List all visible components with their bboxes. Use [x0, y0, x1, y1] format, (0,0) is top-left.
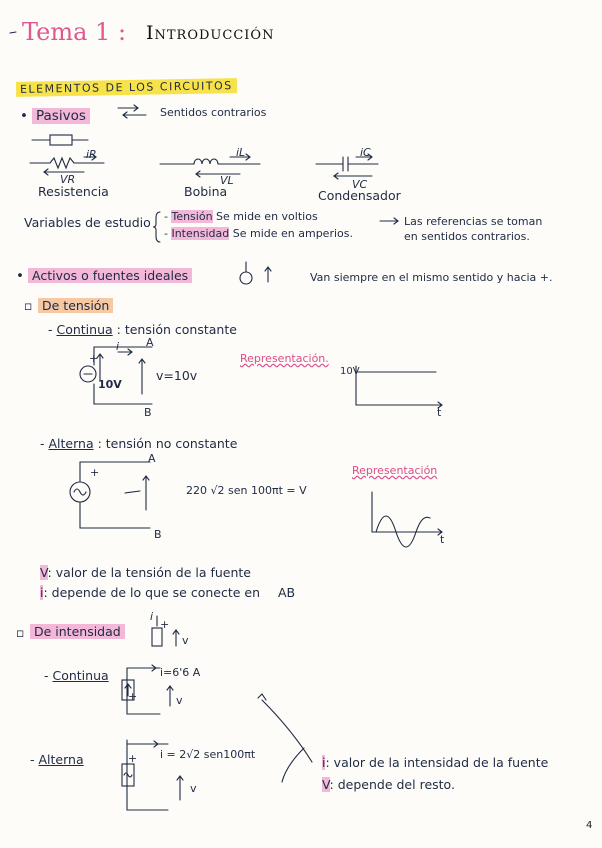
alterna-equation: 220 √2 sen 100πt = V — [186, 484, 307, 497]
page-title: Introducción — [146, 22, 275, 44]
node-b: B — [144, 406, 152, 419]
bobina-label: Bobina — [184, 184, 228, 199]
section-heading-elements: ELEMENTOS DE LOS CIRCUITOS — [16, 78, 237, 97]
current-symbol: i — [150, 610, 154, 623]
dc-graph — [356, 366, 442, 408]
v-letter: V — [322, 777, 330, 792]
bullet: ▫ — [24, 298, 33, 313]
node-b: B — [154, 528, 162, 541]
voltage-symbol: v — [190, 782, 197, 795]
resistencia-label: Resistencia — [38, 184, 109, 199]
intensidad-word: Intensidad — [171, 227, 230, 240]
i-note2: : valor de la intensidad de la fuente — [325, 755, 549, 770]
dash: - — [40, 436, 49, 451]
label-vr: VR — [60, 173, 76, 186]
intensidad-rest: Se mide en amperios. — [232, 227, 353, 240]
ac-voltage-circuit — [70, 462, 150, 528]
representacion2-heading: Representación — [352, 464, 438, 477]
page-number: 4 — [586, 820, 593, 831]
node-a: A — [148, 452, 156, 465]
alterna-label: Alterna — [48, 436, 94, 451]
bullet: ▫ — [16, 625, 25, 640]
label-il: iL — [236, 146, 246, 159]
voltage-symbol: v — [176, 694, 183, 707]
dash: - — [48, 322, 57, 337]
dash: - — [44, 668, 53, 683]
referencias-line1: Las referencias se toman — [404, 215, 543, 228]
v-letter: V — [40, 565, 48, 580]
plus-sign: + — [128, 690, 138, 703]
plus-sign: + — [128, 752, 138, 765]
v-note2: : depende del resto. — [329, 777, 455, 792]
source-value: 10V — [98, 378, 122, 391]
variables-label: Variables de estudio — [24, 215, 151, 230]
voltage-symbol: v — [182, 634, 189, 647]
active-source-icon — [240, 262, 271, 284]
node-a: A — [146, 336, 154, 349]
v-note: : valor de la tensión de la fuente — [47, 565, 252, 580]
bullet: • — [16, 268, 24, 284]
activos-note: Van siempre en el mismo sentido y hacia +. — [310, 271, 553, 284]
tension-word: Tensión — [171, 210, 213, 223]
graph-value-label: 10V — [340, 366, 360, 377]
de-intensidad-label: De intensidad — [30, 624, 125, 639]
plus-sign: + — [90, 466, 100, 479]
i-letter: i — [322, 755, 326, 770]
arrow-note: Sentidos contrarios — [160, 106, 267, 119]
dash: - — [30, 752, 39, 767]
continua-label: Continua — [56, 322, 113, 337]
dash: - — [164, 227, 172, 240]
resistor-box-icon — [32, 135, 88, 145]
label-ic: iC — [360, 146, 371, 159]
activos-label: Activos o fuentes ideales — [28, 268, 192, 283]
axis-t: t — [437, 406, 442, 419]
cont2-equation: i=6'6 A — [160, 666, 201, 679]
i-letter: i — [40, 585, 44, 600]
bullet: • — [20, 108, 28, 124]
alt2-label: Alterna — [38, 752, 84, 767]
condensador-label: Condensador — [318, 188, 401, 203]
tension-rest: Se mide en voltios — [216, 210, 318, 223]
pasivos-label: Pasivos — [32, 108, 90, 124]
de-tension-label: De tensión — [38, 298, 113, 313]
label-vl: VL — [220, 174, 234, 187]
plus-sign: + — [160, 618, 170, 631]
label-ir: iR — [86, 148, 97, 161]
axis-t: t — [440, 533, 445, 546]
label-vc: VC — [352, 178, 368, 191]
pasivos-arrows-icon — [118, 105, 146, 118]
current-symbol: i — [116, 340, 120, 353]
alterna-desc: : tensión no constante — [97, 436, 238, 451]
referencias-line2: en sentidos contrarios. — [404, 230, 530, 243]
ac-graph — [372, 492, 445, 547]
continua-equation: v=10v — [156, 368, 198, 383]
title-prefix: Tema 1 : — [22, 18, 127, 46]
representacion-heading: Representación. — [240, 352, 329, 365]
alt2-equation: i = 2√2 sen100πt — [160, 748, 256, 761]
dash: - — [164, 210, 172, 223]
cont2-label: Continua — [52, 668, 109, 683]
i-note: : depende de lo que se conecte en — [43, 585, 261, 600]
ab-label: AB — [278, 585, 296, 600]
continua-desc: : tensión constante — [116, 322, 237, 337]
plus-sign: + — [89, 352, 99, 365]
